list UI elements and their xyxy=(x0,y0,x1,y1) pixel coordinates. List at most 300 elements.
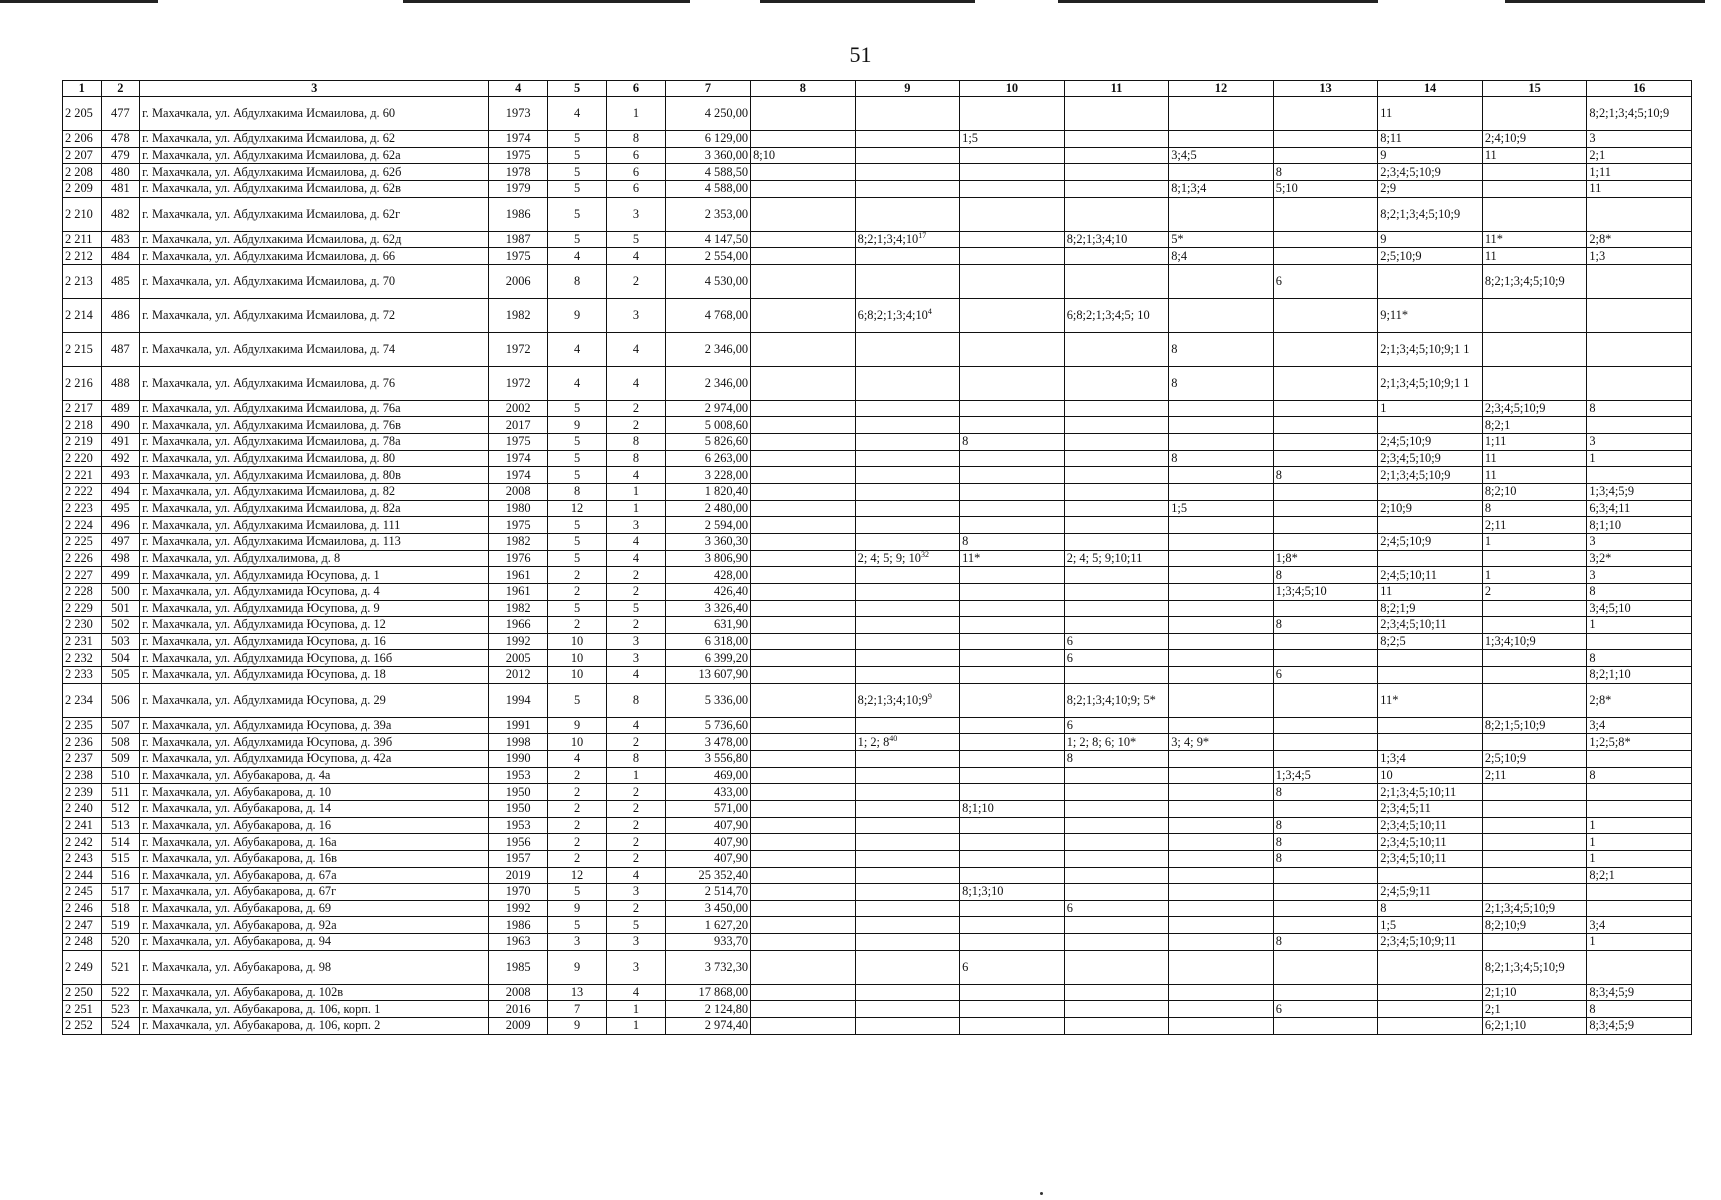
cell-build-year: 1978 xyxy=(489,164,548,181)
cell-col-11 xyxy=(1064,467,1169,484)
cell-col-14: 2;3;4;5;10;9;11 xyxy=(1378,934,1483,951)
cell-object-id: 518 xyxy=(101,900,140,917)
table-row xyxy=(63,197,1692,231)
cell-address: г. Махачкала, ул. Абдулхакима Исмаилова, д. 76а xyxy=(140,400,489,417)
cell-object-id: 477 xyxy=(101,97,140,131)
table-row xyxy=(63,950,1692,984)
cell-address: г. Махачкала, ул. Абдулхакима Исмаилова, д. 82а xyxy=(140,500,489,517)
cell-col-13 xyxy=(1273,332,1378,366)
cell-col-9 xyxy=(855,834,960,851)
cell-row-number: 2 207 xyxy=(63,147,102,164)
cell-object-id: 508 xyxy=(101,734,140,751)
cell-col-12 xyxy=(1169,1017,1274,1034)
cell-col-11 xyxy=(1064,366,1169,400)
cell-entrances: 2 xyxy=(606,264,665,298)
cell-address: г. Махачкала, ул. Абдулхакима Исмаилова, д. 62а xyxy=(140,147,489,164)
cell-entrances: 3 xyxy=(606,650,665,667)
cell-col-9 xyxy=(855,667,960,684)
cell-col-10 xyxy=(960,734,1065,751)
cell-address: г. Махачкала, ул. Абдулхакима Исмаилова, д. 62 xyxy=(140,131,489,148)
cell-col-16: 3 xyxy=(1587,533,1692,550)
cell-col-16 xyxy=(1587,264,1692,298)
cell-floors: 12 xyxy=(548,867,607,884)
cell-address: г. Махачкала, ул. Абдулхалимова, д. 8 xyxy=(140,550,489,567)
cell-area: 6 129,00 xyxy=(665,131,750,148)
cell-floors: 2 xyxy=(548,817,607,834)
cell-col-11: 2; 4; 5; 9;10;11 xyxy=(1064,550,1169,567)
cell-col-13 xyxy=(1273,434,1378,451)
cell-address: г. Махачкала, ул. Абдулхамида Юсупова, д. 12 xyxy=(140,617,489,634)
cell-build-year: 2008 xyxy=(489,484,548,501)
cell-col-9 xyxy=(855,248,960,265)
cell-col-10 xyxy=(960,683,1065,717)
cell-col-8 xyxy=(751,917,856,934)
cell-col-8 xyxy=(751,417,856,434)
table-row xyxy=(63,332,1692,366)
cell-address: г. Махачкала, ул. Абдулхакима Исмаилова, д. 62б xyxy=(140,164,489,181)
cell-address: г. Махачкала, ул. Абдулхакима Исмаилова, д. 74 xyxy=(140,332,489,366)
cell-col-14 xyxy=(1378,1001,1483,1018)
cell-entrances: 8 xyxy=(606,450,665,467)
cell-build-year: 1961 xyxy=(489,583,548,600)
cell-col-15: 6;2;1;10 xyxy=(1482,1017,1587,1034)
cell-col-16: 3 xyxy=(1587,434,1692,451)
cell-build-year: 1982 xyxy=(489,600,548,617)
cell-row-number: 2 225 xyxy=(63,533,102,550)
cell-floors: 2 xyxy=(548,800,607,817)
cell-col-14: 2;5;10;9 xyxy=(1378,248,1483,265)
cell-address: г. Махачкала, ул. Абдулхакима Исмаилова, д. 82 xyxy=(140,484,489,501)
table-row xyxy=(63,97,1692,131)
cell-col-8 xyxy=(751,884,856,901)
cell-entrances: 4 xyxy=(606,332,665,366)
cell-row-number: 2 218 xyxy=(63,417,102,434)
cell-col-10: 8;1;3;10 xyxy=(960,884,1065,901)
cell-build-year: 1957 xyxy=(489,850,548,867)
cell-col-10 xyxy=(960,834,1065,851)
cell-col-13 xyxy=(1273,450,1378,467)
cell-col-8 xyxy=(751,633,856,650)
cell-entrances: 1 xyxy=(606,767,665,784)
cell-col-10 xyxy=(960,248,1065,265)
cell-build-year: 1998 xyxy=(489,734,548,751)
cell-floors: 2 xyxy=(548,617,607,634)
cell-area: 13 607,90 xyxy=(665,667,750,684)
cell-col-14 xyxy=(1378,667,1483,684)
cell-entrances: 1 xyxy=(606,1001,665,1018)
cell-col-14: 1;3;4 xyxy=(1378,751,1483,768)
cell-floors: 8 xyxy=(548,484,607,501)
cell-build-year: 1966 xyxy=(489,617,548,634)
cell-col-12 xyxy=(1169,484,1274,501)
table-row xyxy=(63,834,1692,851)
cell-col-11 xyxy=(1064,97,1169,131)
cell-build-year: 1991 xyxy=(489,717,548,734)
cell-col-10 xyxy=(960,400,1065,417)
cell-address: г. Махачкала, ул. Абубакарова, д. 94 xyxy=(140,934,489,951)
cell-col-16 xyxy=(1587,366,1692,400)
cell-entrances: 2 xyxy=(606,583,665,600)
cell-build-year: 1972 xyxy=(489,366,548,400)
cell-col-13 xyxy=(1273,400,1378,417)
cell-col-14: 2;10;9 xyxy=(1378,500,1483,517)
cell-object-id: 520 xyxy=(101,934,140,951)
cell-area: 2 974,00 xyxy=(665,400,750,417)
cell-col-15: 8;2;10 xyxy=(1482,484,1587,501)
cell-object-id: 489 xyxy=(101,400,140,417)
cell-col-11 xyxy=(1064,517,1169,534)
cell-area: 3 360,30 xyxy=(665,533,750,550)
cell-area: 4 147,50 xyxy=(665,231,750,248)
cell-floors: 4 xyxy=(548,332,607,366)
table-row xyxy=(63,366,1692,400)
cell-col-10 xyxy=(960,417,1065,434)
cell-col-16: 3;4 xyxy=(1587,717,1692,734)
cell-floors: 3 xyxy=(548,934,607,951)
cell-col-12 xyxy=(1169,867,1274,884)
cell-col-8 xyxy=(751,583,856,600)
cell-area: 3 228,00 xyxy=(665,467,750,484)
cell-col-8 xyxy=(751,434,856,451)
cell-col-13 xyxy=(1273,517,1378,534)
cell-col-16: 1;11 xyxy=(1587,164,1692,181)
cell-row-number: 2 250 xyxy=(63,984,102,1001)
cell-col-12 xyxy=(1169,900,1274,917)
cell-col-15: 2 xyxy=(1482,583,1587,600)
cell-col-16: 8;2;1 xyxy=(1587,867,1692,884)
cell-col-15: 2;1;3;4;5;10;9 xyxy=(1482,900,1587,917)
cell-col-13: 8 xyxy=(1273,850,1378,867)
cell-col-8 xyxy=(751,1017,856,1034)
cell-col-11 xyxy=(1064,1001,1169,1018)
cell-col-10 xyxy=(960,298,1065,332)
cell-address: г. Махачкала, ул. Абдулхакима Исмаилова, д. 66 xyxy=(140,248,489,265)
cell-object-id: 487 xyxy=(101,332,140,366)
cell-col-15: 1;11 xyxy=(1482,434,1587,451)
cell-col-13: 8 xyxy=(1273,567,1378,584)
cell-col-8 xyxy=(751,617,856,634)
cell-col-9 xyxy=(855,533,960,550)
cell-col-10 xyxy=(960,650,1065,667)
cell-floors: 2 xyxy=(548,784,607,801)
cell-col-12 xyxy=(1169,917,1274,934)
table-row xyxy=(63,734,1692,751)
top-rule-3 xyxy=(760,0,975,3)
cell-area: 5 008,60 xyxy=(665,417,750,434)
table-row xyxy=(63,800,1692,817)
cell-row-number: 2 241 xyxy=(63,817,102,834)
cell-floors: 8 xyxy=(548,264,607,298)
cell-col-12: 3;4;5 xyxy=(1169,147,1274,164)
table-row xyxy=(63,298,1692,332)
cell-col-12 xyxy=(1169,751,1274,768)
cell-col-10: 6 xyxy=(960,950,1065,984)
cell-object-id: 496 xyxy=(101,517,140,534)
cell-col-16: 8 xyxy=(1587,650,1692,667)
table-row xyxy=(63,264,1692,298)
table-body xyxy=(63,97,1692,1035)
cell-col-9 xyxy=(855,264,960,298)
cell-col-11 xyxy=(1064,600,1169,617)
cell-col-13 xyxy=(1273,867,1378,884)
cell-row-number: 2 233 xyxy=(63,667,102,684)
cell-col-15: 2;4;10;9 xyxy=(1482,131,1587,148)
cell-entrances: 2 xyxy=(606,900,665,917)
cell-entrances: 4 xyxy=(606,248,665,265)
cell-col-11 xyxy=(1064,533,1169,550)
cell-col-15: 2;11 xyxy=(1482,767,1587,784)
column-header-5: 5 xyxy=(548,81,607,97)
cell-floors: 5 xyxy=(548,434,607,451)
cell-col-10 xyxy=(960,517,1065,534)
cell-floors: 5 xyxy=(548,231,607,248)
cell-entrances: 6 xyxy=(606,164,665,181)
column-header-2: 2 xyxy=(101,81,140,97)
cell-col-11: 6 xyxy=(1064,900,1169,917)
cell-col-10 xyxy=(960,767,1065,784)
cell-col-8 xyxy=(751,683,856,717)
cell-col-8 xyxy=(751,450,856,467)
column-header-10: 10 xyxy=(960,81,1065,97)
cell-col-11 xyxy=(1064,984,1169,1001)
cell-col-13 xyxy=(1273,248,1378,265)
cell-floors: 13 xyxy=(548,984,607,1001)
cell-row-number: 2 238 xyxy=(63,767,102,784)
cell-object-id: 510 xyxy=(101,767,140,784)
cell-address: г. Махачкала, ул. Абдулхакима Исмаилова, д. 111 xyxy=(140,517,489,534)
cell-object-id: 522 xyxy=(101,984,140,1001)
cell-col-16: 8;2;1;10 xyxy=(1587,667,1692,684)
cell-col-9 xyxy=(855,400,960,417)
cell-col-15: 2;1;10 xyxy=(1482,984,1587,1001)
cell-col-14: 1;5 xyxy=(1378,917,1483,934)
column-header-16: 16 xyxy=(1587,81,1692,97)
cell-object-id: 501 xyxy=(101,600,140,617)
cell-area: 5 826,60 xyxy=(665,434,750,451)
cell-col-15: 8;2;10;9 xyxy=(1482,917,1587,934)
cell-build-year: 1950 xyxy=(489,800,548,817)
cell-col-14: 2;1;3;4;5;10;9;1 1 xyxy=(1378,366,1483,400)
cell-col-8 xyxy=(751,767,856,784)
cell-object-id: 524 xyxy=(101,1017,140,1034)
cell-col-12: 3; 4; 9* xyxy=(1169,734,1274,751)
cell-col-13 xyxy=(1273,197,1378,231)
cell-address: г. Махачкала, ул. Абубакарова, д. 106, корп. 1 xyxy=(140,1001,489,1018)
cell-col-15 xyxy=(1482,197,1587,231)
cell-floors: 10 xyxy=(548,667,607,684)
cell-object-id: 499 xyxy=(101,567,140,584)
cell-col-16: 8;1;10 xyxy=(1587,517,1692,534)
cell-col-14 xyxy=(1378,264,1483,298)
cell-row-number: 2 249 xyxy=(63,950,102,984)
cell-row-number: 2 242 xyxy=(63,834,102,851)
cell-col-14: 9;11* xyxy=(1378,298,1483,332)
cell-col-12 xyxy=(1169,784,1274,801)
cell-build-year: 1963 xyxy=(489,934,548,951)
cell-col-11 xyxy=(1064,850,1169,867)
cell-col-13 xyxy=(1273,484,1378,501)
scan-speck xyxy=(1040,1192,1043,1195)
cell-col-16: 8;3;4;5;9 xyxy=(1587,1017,1692,1034)
cell-col-11 xyxy=(1064,917,1169,934)
cell-area: 3 450,00 xyxy=(665,900,750,917)
cell-col-12 xyxy=(1169,583,1274,600)
table-row xyxy=(63,650,1692,667)
cell-col-14 xyxy=(1378,950,1483,984)
cell-col-14: 11 xyxy=(1378,583,1483,600)
cell-col-13: 5;10 xyxy=(1273,180,1378,197)
cell-object-id: 486 xyxy=(101,298,140,332)
cell-build-year: 1974 xyxy=(489,131,548,148)
cell-entrances: 1 xyxy=(606,97,665,131)
cell-col-13: 8 xyxy=(1273,934,1378,951)
cell-floors: 9 xyxy=(548,950,607,984)
cell-floors: 2 xyxy=(548,567,607,584)
cell-row-number: 2 210 xyxy=(63,197,102,231)
cell-col-11 xyxy=(1064,197,1169,231)
cell-col-14 xyxy=(1378,417,1483,434)
cell-row-number: 2 219 xyxy=(63,434,102,451)
cell-col-9 xyxy=(855,884,960,901)
cell-floors: 4 xyxy=(548,97,607,131)
cell-col-13 xyxy=(1273,97,1378,131)
cell-object-id: 494 xyxy=(101,484,140,501)
cell-col-8 xyxy=(751,264,856,298)
cell-area: 1 820,40 xyxy=(665,484,750,501)
cell-entrances: 2 xyxy=(606,850,665,867)
cell-build-year: 1986 xyxy=(489,917,548,934)
cell-col-13: 1;3;4;5;10 xyxy=(1273,583,1378,600)
cell-col-13 xyxy=(1273,950,1378,984)
cell-col-10: 8 xyxy=(960,533,1065,550)
cell-col-15: 11 xyxy=(1482,467,1587,484)
cell-col-16 xyxy=(1587,298,1692,332)
cell-entrances: 8 xyxy=(606,751,665,768)
cell-floors: 5 xyxy=(548,517,607,534)
cell-address: г. Махачкала, ул. Абубакарова, д. 10 xyxy=(140,784,489,801)
cell-col-11: 6 xyxy=(1064,650,1169,667)
cell-col-15: 1 xyxy=(1482,567,1587,584)
cell-col-8 xyxy=(751,800,856,817)
cell-build-year: 2012 xyxy=(489,667,548,684)
cell-col-9 xyxy=(855,147,960,164)
table-header-row xyxy=(63,81,1692,97)
cell-area: 3 326,40 xyxy=(665,600,750,617)
cell-col-13: 8 xyxy=(1273,784,1378,801)
cell-col-12 xyxy=(1169,467,1274,484)
cell-address: г. Махачкала, ул. Абдулхамида Юсупова, д. 16 xyxy=(140,633,489,650)
cell-col-11 xyxy=(1064,817,1169,834)
cell-object-id: 511 xyxy=(101,784,140,801)
cell-row-number: 2 220 xyxy=(63,450,102,467)
cell-entrances: 4 xyxy=(606,467,665,484)
cell-object-id: 485 xyxy=(101,264,140,298)
cell-col-12 xyxy=(1169,984,1274,1001)
cell-col-16: 3;4;5;10 xyxy=(1587,600,1692,617)
table-row xyxy=(63,1001,1692,1018)
table-row xyxy=(63,617,1692,634)
cell-build-year: 1973 xyxy=(489,97,548,131)
cell-floors: 5 xyxy=(548,917,607,934)
cell-build-year: 1975 xyxy=(489,248,548,265)
cell-area: 2 346,00 xyxy=(665,366,750,400)
cell-col-9 xyxy=(855,767,960,784)
cell-col-12 xyxy=(1169,834,1274,851)
cell-address: г. Махачкала, ул. Абдулхакима Исмаилова, д. 60 xyxy=(140,97,489,131)
cell-col-14: 2;3;4;5;10;9 xyxy=(1378,164,1483,181)
cell-col-15: 2;3;4;5;10;9 xyxy=(1482,400,1587,417)
cell-col-9 xyxy=(855,784,960,801)
cell-col-11 xyxy=(1064,950,1169,984)
cell-col-16: 8 xyxy=(1587,400,1692,417)
cell-floors: 5 xyxy=(548,147,607,164)
cell-floors: 9 xyxy=(548,417,607,434)
cell-address: г. Махачкала, ул. Абубакарова, д. 14 xyxy=(140,800,489,817)
cell-col-16: 8;2;1;3;4;5;10;9 xyxy=(1587,97,1692,131)
cell-col-11 xyxy=(1064,617,1169,634)
cell-col-10: 8 xyxy=(960,434,1065,451)
cell-col-15: 8;2;1;3;4;5;10;9 xyxy=(1482,950,1587,984)
cell-address: г. Махачкала, ул. Абдулхакима Исмаилова, д. 62г xyxy=(140,197,489,231)
cell-col-10 xyxy=(960,366,1065,400)
cell-col-16 xyxy=(1587,197,1692,231)
cell-build-year: 2009 xyxy=(489,1017,548,1034)
cell-col-15 xyxy=(1482,164,1587,181)
cell-object-id: 513 xyxy=(101,817,140,834)
cell-col-11 xyxy=(1064,867,1169,884)
cell-area: 6 263,00 xyxy=(665,450,750,467)
cell-object-id: 506 xyxy=(101,683,140,717)
cell-entrances: 2 xyxy=(606,817,665,834)
cell-address: г. Махачкала, ул. Абдулхакима Исмаилова, д. 80в xyxy=(140,467,489,484)
cell-col-14: 2;3;4;5;11 xyxy=(1378,800,1483,817)
cell-area: 631,90 xyxy=(665,617,750,634)
cell-col-9 xyxy=(855,417,960,434)
cell-object-id: 483 xyxy=(101,231,140,248)
cell-col-10 xyxy=(960,1017,1065,1034)
cell-col-15 xyxy=(1482,934,1587,951)
cell-col-12 xyxy=(1169,934,1274,951)
cell-col-10 xyxy=(960,332,1065,366)
cell-floors: 5 xyxy=(548,533,607,550)
cell-col-10 xyxy=(960,147,1065,164)
cell-col-11 xyxy=(1064,500,1169,517)
cell-col-15: 1;3;4;10;9 xyxy=(1482,633,1587,650)
cell-col-13 xyxy=(1273,984,1378,1001)
cell-entrances: 1 xyxy=(606,484,665,501)
cell-col-11 xyxy=(1064,834,1169,851)
cell-col-16: 1 xyxy=(1587,450,1692,467)
cell-object-id: 500 xyxy=(101,583,140,600)
cell-col-15 xyxy=(1482,97,1587,131)
cell-col-8 xyxy=(751,484,856,501)
cell-floors: 5 xyxy=(548,550,607,567)
cell-address: г. Махачкала, ул. Абубакарова, д. 16 xyxy=(140,817,489,834)
cell-area: 5 736,60 xyxy=(665,717,750,734)
cell-col-12 xyxy=(1169,417,1274,434)
table-row xyxy=(63,180,1692,197)
cell-col-11: 8 xyxy=(1064,751,1169,768)
footnote-mark: 32 xyxy=(920,550,929,559)
cell-col-9 xyxy=(855,434,960,451)
cell-col-11 xyxy=(1064,583,1169,600)
cell-col-14 xyxy=(1378,550,1483,567)
cell-col-10 xyxy=(960,751,1065,768)
cell-col-12 xyxy=(1169,567,1274,584)
cell-col-9 xyxy=(855,97,960,131)
table-row xyxy=(63,533,1692,550)
cell-row-number: 2 224 xyxy=(63,517,102,534)
